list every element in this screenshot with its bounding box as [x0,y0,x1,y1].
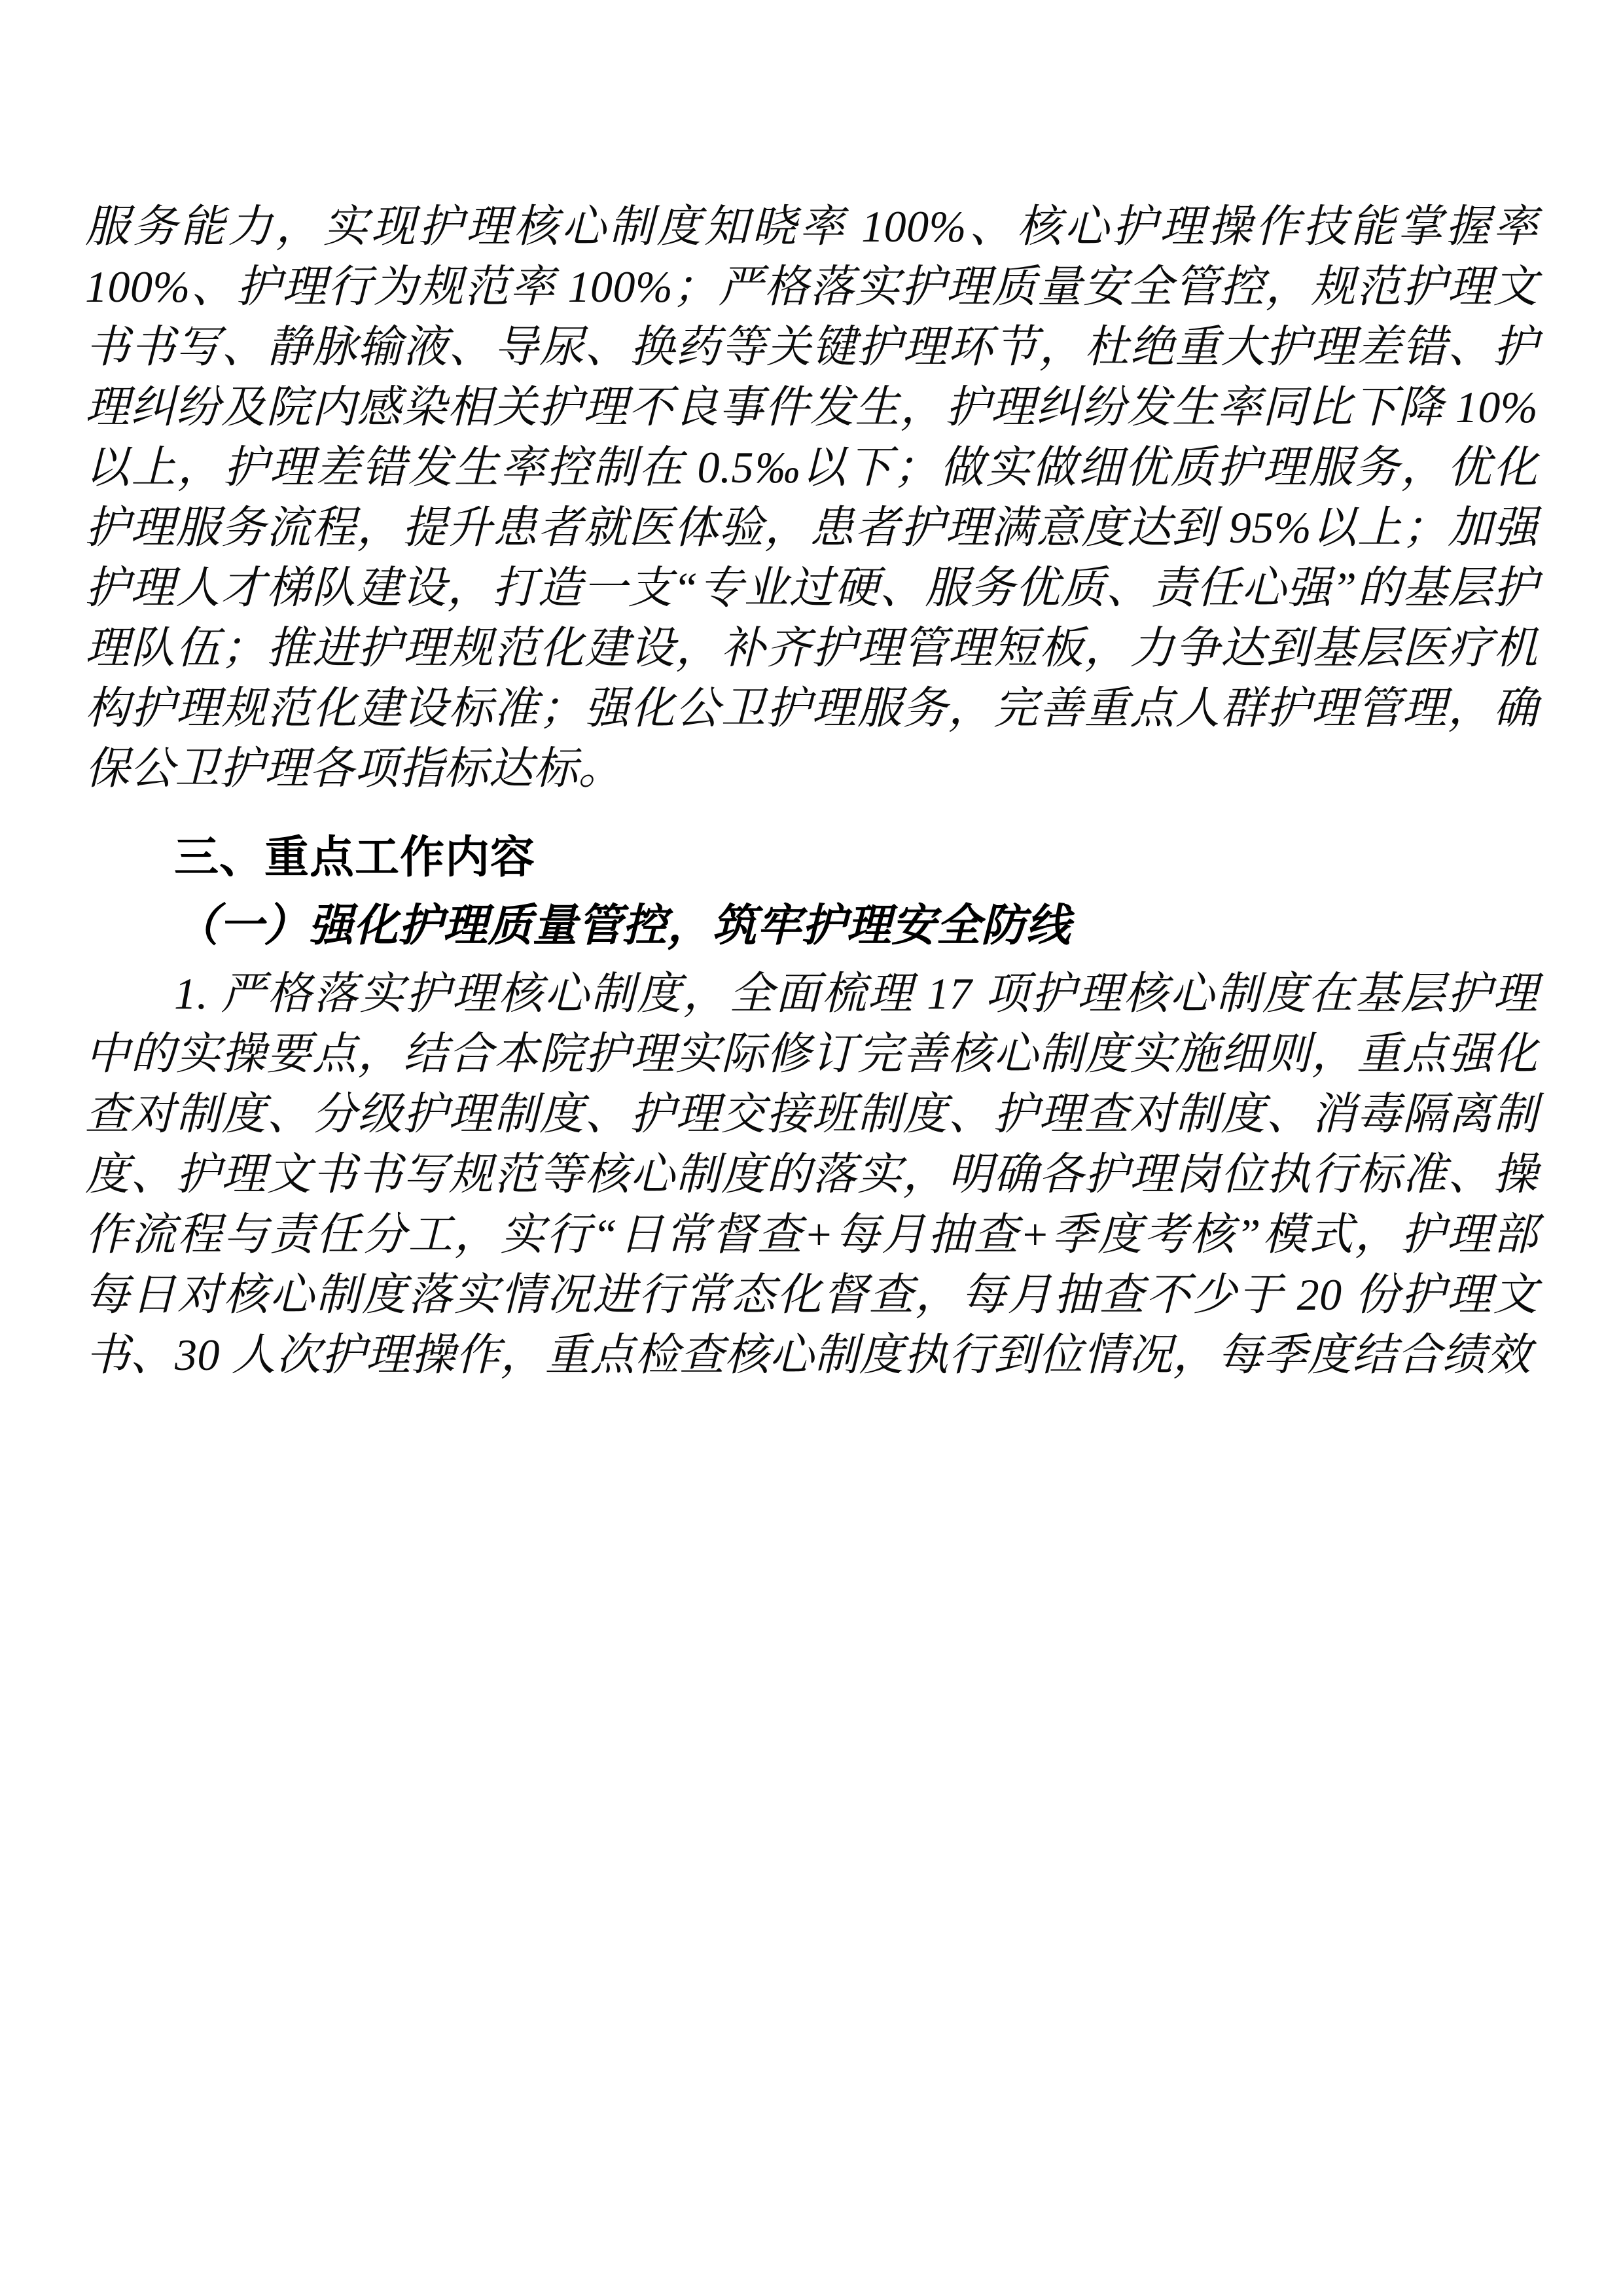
block-spacer [85,798,1538,812]
heading-subsection-one: （一）强化护理质量管控，筑牢护理安全防线 [174,901,1071,950]
paragraph-objectives-continued: 服务能力，实现护理核心制度知晓率 100%、核心护理操作技能掌握率 100%、护理行为规范率 100%；严格落实护理质量安全管控，规范护理文书书写、静脉输液、导尿、换药等关键护理环节，杜绝重大护理差错、护理纠纷及院内感染相关护理不良事件发生，护理纠纷发生率同比下降 10%以上，护理差错发生率控制在 0.5‰以下；做实做细优质护理服务，优化护理服务流程，提升患者就医体验，患者护理满意度达到 95%以上；加强护理人才梯队建设，打造一支“专业过硬、服务优质、责任心强”的基层护理队伍；推进护理规范化建设，补齐护理管理短板，力争达到基层医疗机构护理规范化建设标准；强化公卫护理服务，完善重点人群护理管理，确保公卫护理各项指标达标。 [85,202,1538,793]
document-body [85,196,1538,1385]
heading-section-three: 三、重点工作内容 [174,833,536,882]
paragraph-item-1: 1. 严格落实护理核心制度，全面梳理 17 项护理核心制度在基层护理中的实操要点，结合本院护理实际修订完善核心制度实施细则，重点强化查对制度、分级护理制度、护理交接班制度、护理查对制度、消毒隔离制度、护理文书书写规范等核心制度的落实，明确各护理岗位执行标准、操作流程与责任分工，实行“日常督查+每月抽查+季度考核”模式，护理部每日对核心制度落实情况进行常态化督查，每月抽查不少于 20 份护理文书、30 人次护理操作，重点检查核心制度执行到位情况，每季度结合绩效 [85,969,1538,1380]
